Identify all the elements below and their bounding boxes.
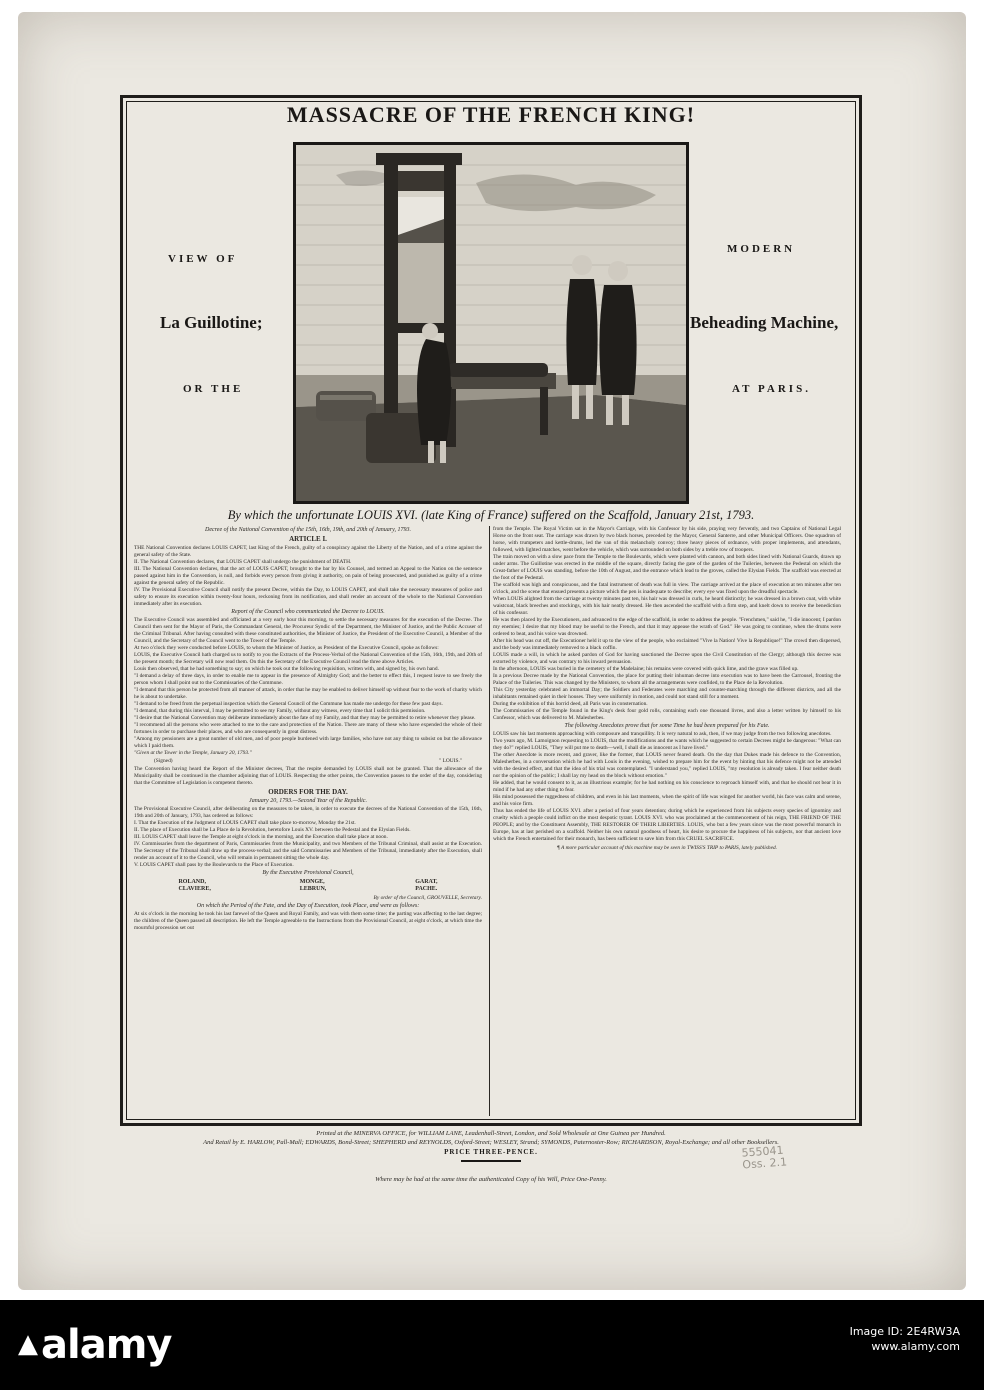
column-divider (489, 526, 490, 1116)
paragraph: Two years ago, M. Lamoignon requesting to LOUIS, that the modifications and the wants which he suggested to certain Decrees might be dangerous: "What can they do?" replied LOUIS, "They will put me to death—well, I shall die as innocent as I have lived." (493, 738, 841, 751)
paragraph: II. The National Convention declares, that LOUIS CAPET shall undergo the punishment of DEATH. (134, 559, 352, 565)
closing-heading: On which the Period of the Fate, and the Day of Execution, took Place, and were as follows: (196, 903, 420, 909)
countersign: By order of the Council, GROUVELLE, Secretary. (373, 895, 482, 901)
right-text-column (493, 526, 841, 1116)
paragraph: "I demand, that during this interval, I may be permitted to see my Family, without any witness, every time that I solicit this permission. (134, 708, 426, 714)
paragraph: After his head was cut off, the Executioner held it up to the view of the people, who exclaimed "Vive la Nation! Vive la Republique!" The crowd then dispersed, and the body was immediately removed to a black coffin. (493, 638, 841, 651)
right-label-beheading-machine: Beheading Machine, (690, 313, 839, 332)
paragraph: He added, that he would consent to it, as an illustrious example; for he had nothing on his conscience to reproach himself with, and that he should not bear it in mind if he had any other thing to fear. (493, 780, 841, 793)
signed-name: " LOUIS." (439, 758, 462, 764)
paragraph: During the exhibition of this horrid deed, all Paris was in consternation. (493, 701, 648, 707)
brand-name: alamy (41, 1322, 172, 1368)
signatory: MONGE, (299, 879, 325, 885)
paragraph: Louis then observed, that he had something to say; on which he took out the following requisition, written with, and signed by, his own hand. (134, 666, 439, 672)
image-id: Image ID: 2E4RW3A (849, 1325, 960, 1338)
left-text-column (134, 526, 482, 1116)
paragraph: "Given at the Tower in the Temple, January 20, 1793." (134, 750, 252, 756)
anecdotes-heading: The following Anecdotes prove that for some Time he had been prepared for his Fate. (564, 723, 770, 729)
paragraph: from the Temple. The Royal Victim sat in the Mayor's Carriage, with his Confessor by his side, praying very fervently, and two Captains of National Legal Horse on the front seat. The carriage was drawn by two black horses, preceded by the Mayor, General Santerre, and other Municipal Officers. One squadron of horse, with trumpeters and kettle-drums, led the van of this melancholy convoy; three heavy pieces of ordnance, with proper implements, and attendants, followed, with lighted matches, went before the vehicle, which was surrounded on both sides by a treble row of troopers. (493, 526, 841, 553)
signatory: LEBRUN, (299, 886, 327, 892)
paragraph: THE National Convention declares LOUIS CAPET, last King of the French, guilty of a conspiracy against the Liberty of the Nation, and of a crime against the general safety of the State. (134, 545, 482, 558)
paragraph: IV. Commissaries from the department of Paris, Commissaries from the Municipality, and two Members of the Tribunal Criminal, shall assist at the Execution. The Secretary of the Tribunal shall draw up the process-verbal; and the said Commissaries and Members of the Tribunal, immediately after the Execution, shall render an account of it to the Council, who will remain in permanent sitting the whole day. (134, 841, 482, 861)
imprint-line-1: Printed at the MINERVA OFFICE, for WILLIAM LANE, Leadenhall-Street, London, and Sold Wholesale at One Guinea per Hundred. (316, 1130, 666, 1137)
left-label-guillotine: La Guillotine; (160, 313, 263, 332)
paragraph: I. That the Execution of the Judgment of LOUIS CAPET shall take place to-morrow, Monday the 21st. (134, 820, 356, 826)
orders-date: January 20, 1793.—Second Year of the Republic. (249, 798, 367, 804)
paragraph: In a previous Decree made by the National Convention, the place for putting their inhuman decree into execution was to have been the Carrousel, fronting the Palace of the Tuileries. This was changed by the Ministers, to whom all the arrangements were confided, to the Place de la Revolution. (493, 673, 841, 686)
article-heading: ARTICLE I. (289, 535, 327, 543)
paragraph: IV. The Provisional Executive Council shall notify the present Decree, within the Day, to LOUIS CAPET, and shall take the necessary measures of police and safety to ensure its execution within twenty-four hours, reckoning from its notification, and shall render an account of the whole to the National Convention immediately after its execution. (134, 587, 482, 607)
paragraph: The Provisional Executive Council, after deliberating on the measures to be taken, in order to execute the decrees of the National Convention of the 15th, 16th, 19th and 20th of January, 1793, has ordered as follows: (134, 806, 482, 819)
alamy-logo-icon: ▲ (18, 1329, 37, 1359)
catalog-shelfmark: Oss. 2.1 (741, 1155, 788, 1172)
paragraph: The train moved on with a slow pace from the Temple to the Boulevards, which were planted with cannon, and both sides lined with National Guards, drawn up under arms. The Guillotine was erected in the middle of the square, directly facing the gate of the garden of the Tuileries, between the Pedestal on which the Great-father of LOUIS was standing, before the 10th of August, and the entrance which lead to the groves, called the Elysian Fields. The scaffold was erected at the foot of the Pedestal. (493, 554, 841, 581)
poster-title: MASSACRE OF THE FRENCH KING! (286, 102, 696, 127)
paragraph: At two o'clock they were conducted before LOUIS, to whom the Minister of Justice, as President of the Executive Council, spoke as follows: (134, 645, 439, 651)
paragraph: V. LOUIS CAPET shall pass by the Boulevards to the Place of Execution. (134, 862, 294, 868)
imprint-line-2: And Retail by E. HARLOW, Pall-Mall; EDWARDS, Bond-Street; SHEPHERD and REYNOLDS, Oxford-Street; WESLEY, Strand; SYMONDS, Paternoster-Row; RICHARDSON, Royal-Exchange; and all other Booksellers. (203, 1139, 779, 1146)
paragraph: The Executive Council was assembled and officiated at a very early hour this morning, to settle the necessary measures for the execution of the Decree. The Council then sent for the Mayor of Paris, the Commandant General, the Procureur Syndic of the Department, the Minister of Justice, and the Public Accuser of the Criminal Tribunal. After having consulted with these constituted authorities, the Minister of Justice, the President of the Executive Council, a Member of the Council, and the Secretary of the Council went to the Tower of the Temple. (134, 617, 482, 644)
paragraph: "I recommend all the persons who were attached to me to the care and protection of the Nation. There are many of these who have expended the whole of their fortunes in order to purchase their places, and who are consequently in great distress. (134, 722, 482, 735)
signatory: GARAT, (415, 879, 438, 885)
paragraph: Thus has ended the life of LOUIS XVI. after a period of four years detention; during which he experienced from his subjects every species of ignominy and cruelty which a people could inflict on the most despotic tyrant. LOUIS XVI. who was proclaimed at the commencement of his reign, THE FRIEND OF THE PEOPLE; and by the Constituent Assembly, THE RESTORER OF THEIR LIBERTIES. LOUIS, who but a few years since was the most powerful monarch in Europe, has at last perished on a scaffold. Neither his own natural goodness of heart, his desire to procure the happiness of his subjects, nor that ancient love which the French entertained for their monarch, has been sufficient to save him from this CRUEL SACRIFICE. (493, 808, 841, 842)
signature-line (154, 758, 462, 765)
paragraph: LOUIS made a will, in which he asked pardon of God for having sanctioned the Decree upon the Civil Constitution of the Clergy; although this decree was extorted by violence, and was contrary to his inward persuasion. (493, 652, 841, 665)
paragraph: The Convention having heard the Report of the Minister decrees, That the respite demanded by LOUIS shall not be granted. That the allowance of the Municipality shall be continued in the chamber adjoining that of LOUIS. Respecting the other points, the Convention passes to the order of the day, considering that the Committee of Legislation is competent thereto. (134, 766, 482, 786)
signed-label: (Signed) (154, 758, 173, 764)
price-line: PRICE THREE-PENCE. (444, 1148, 538, 1156)
paragraph: His mind possessed the ruggedness of children, and even in his last moments, when the spirit of life was winged for another world, his face was calm and serene, and his voice firm. (493, 794, 841, 807)
paragraph: "I desire that the National Convention may deliberate immediately about the fate of my Family, and that they may be permitted to retire whenever they please. (134, 715, 476, 721)
paragraph: At six o'clock in the morning he took his last farewel of the Queen and Royal Family, and was with them some time; the parting was affecting to the last degree; the children of the Queen passed all description. He left the Temple agreeable to the Instructions from the Provisional Council, at eight o'clock, at which time the mournful procession set out (134, 911, 482, 931)
price-rule (461, 1160, 521, 1162)
paragraph: The Commissaries of the Temple found in the King's desk four gold rolls, containing each one thousand livres, and also a letter written by himself to his Confessor, which was delivered to M. Malesherbes. (493, 708, 841, 721)
paragraph: "I demand a delay of three days, in order to enable me to appear in the presence of Almighty God; and the better to effect this, I request leave to see freely the person whom I shall point out to the Commissaries of the Commune. (134, 673, 482, 686)
watermark-bar (0, 1300, 984, 1390)
decree-heading: Decree of the National Convention of the 15th, 16th, 19th, and 20th of January, 1793. (205, 527, 411, 533)
paragraph: He was then placed by the Executioners, and advanced to the edge of the scaffold, in order to address the people. "Frenchmen," said he, "I die innocent; I pardon my enemies; I desire that my blood may be useful to the French, and that it may appease the wrath of God." He was going to continue, when the drums were ordered to beat, and his voice was drowned. (493, 617, 841, 637)
paragraph: "I demand that this person be protected from all manner of attack, in order that he may be enabled to deliver himself up without fear to the work of charity which he is about to undertake. (134, 687, 482, 700)
right-label-at-paris: AT PARIS. (732, 383, 811, 395)
paragraph: The scaffold was high and conspicuous, and the fatal instrument of death was full in view. The carriage arrived at the place of execution at ten minutes after ten o'clock, and the scene that ensued presents a picture which the pen is inadequate to describe; every eye was fixed upon the dreadful spectacle. (493, 582, 841, 595)
watermark-url: www.alamy.com (871, 1340, 960, 1353)
right-label-modern: MODERN (727, 243, 796, 255)
signatory: CLAVIERE, (178, 886, 211, 892)
paragraph: "Among my pensioners are a great number of old men, and of poor people burdened with large families, who have not any thing to subsist on but the allowance which I paid them. (134, 736, 482, 749)
watermark-info (850, 1324, 960, 1354)
guillotine-engraving (293, 142, 689, 504)
paragraph: III. LOUIS CAPET shall leave the Temple at eight o'clock in the morning, and the Execution shall take place at noon. (134, 834, 388, 840)
catalog-stamp (741, 1144, 787, 1171)
paragraph: III. The National Convention declares, that the act of LOUIS CAPET, brought to the bar by his Counsel, and termed an Appeal to the Nation on the sentence passed against him in the Convention, is null, and forbids every person from giving it authority, on pain of being prosecuted, and punished as guilty of a crime against the general safety of the Republic. (134, 566, 482, 586)
left-label-view-of: VIEW OF (168, 253, 238, 265)
signatory: PACHE. (415, 886, 438, 892)
guillotine-illustration (296, 145, 686, 501)
footnote: ¶ A more particular account of this machine may be seen in TWISS'S TRIP to PARIS, lately published. (556, 845, 778, 851)
paragraph: When LOUIS alighted from the carriage at twenty minutes past ten, his hair was dressed in curls, he heard distinctly; he was dressed in a brown coat, with white waistcoat, black breeches and stockings, with his hair neatly dressed. He then ascended the scaffold with a firm step, and knelt down to receive the benediction of his confessor. (493, 596, 841, 616)
paragraph: II. The place of Execution shall be La Place de la Revolution, heretofore Louis XV. between the Pedestal and the Elysian Fields. (134, 827, 411, 833)
signatories (134, 879, 482, 893)
paragraph: "I demand to be freed from the perpetual inspection which the General Council of the Commune has made me undergo for these few past days. (134, 701, 443, 707)
left-label-or-the: OR THE (183, 383, 244, 395)
paragraph: The other Anecdote is more recent, and graver, like the former, that LOUIS never feared death. On the day that Dukes made his defence to the Convention, Malesherbes, in a conversation which he had with Louis in the evening, wished to prepare him for the event by hinting that his defence might not be attended with the desired effect, and that the idea of his trial was contemplated. "I understand you," replied LOUIS, "my resolution is already taken. I fear neither death nor the opinion of the public; I shall lay my head on the block without emotion." (493, 752, 841, 779)
paragraph: LOUIS saw his last moments approaching with composure and tranquillity. It is very natural to ask, then, if we may judge from the two following anecdotes. (493, 731, 832, 737)
report-heading: Report of the Council who communicated the Decree to LOUIS. (231, 609, 385, 615)
catalog-number: 555041 (741, 1143, 784, 1160)
paragraph: In the afternoon, LOUIS was buried in the cemetery of the Madelaine; his remains were covered with quick lime, and the grave was filled up. (493, 666, 799, 672)
council-label: By the Executive Provisional Council, (262, 870, 354, 876)
brand-logo (18, 1322, 171, 1368)
signatory: ROLAND, (178, 879, 206, 885)
paragraph: This City yesterday celebrated an immortal Day; the Soldiers and Federates were marching and counter-marching through the different districts, and all the inhabitants remained quiet in their houses. They were uniformly in motion, and could not stand still for a moment. (493, 687, 841, 700)
will-note: Where may be had at the same time the authenticated Copy of his Will, Price One-Penny. (375, 1176, 607, 1183)
engraving-caption: By which the unfortunate LOUIS XVI. (late King of France) suffered on the Scaffold, January 21st, 1793. (227, 508, 755, 522)
paragraph: LOUIS, the Executive Council hath charged us to notify to you the Extracts of the Process-Verbal of the National Convention of the 15th, 16th, 19th, and 20th of the present month; the Secretary will now read them. On this the Secretary of the Executive Council read the three above Articles. (134, 652, 482, 665)
orders-heading: ORDERS FOR THE DAY. (268, 788, 348, 796)
